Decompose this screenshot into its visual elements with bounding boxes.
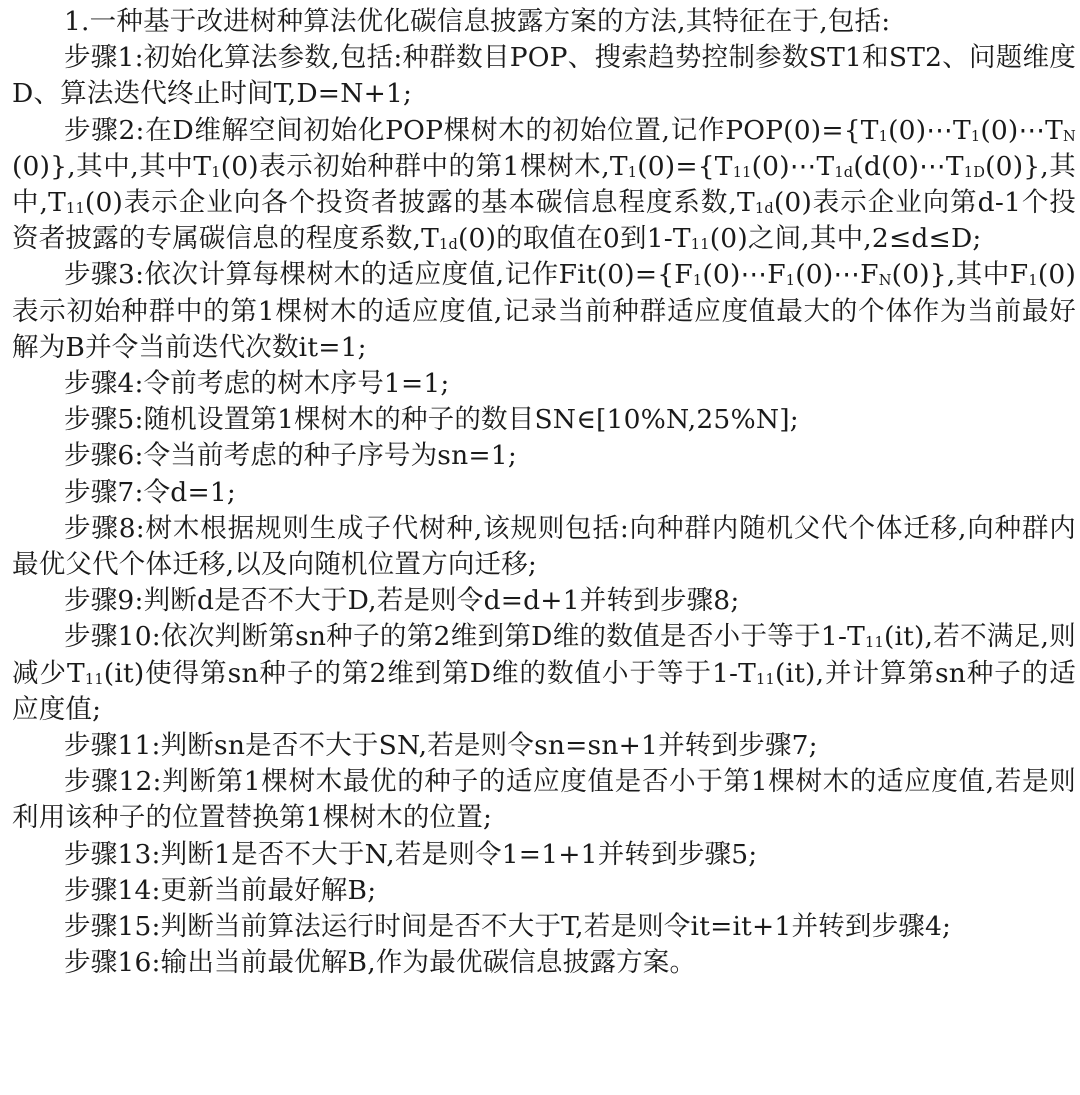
step-6: 步骤6:令当前考虑的种子序号为sn=1; xyxy=(64,440,517,472)
step-14: 步骤14:更新当前最好解B; xyxy=(64,874,377,906)
step-10: 步骤10:依次判断第sn种子的第2维到第D维的数值是否小于等于$1-T_{11}(it)$,若不满足,则减少$T_{11}(it)$使得第sn种子的第2维到第D维的数值小于等于$1-T_{11}(it)$,并计算第sn种子的适应度值; xyxy=(12,621,1076,725)
claim-title: 1.一种基于改进树种算法优化碳信息披露方案的方法,其特征在于,包括: xyxy=(64,6,891,37)
step-9: 步骤9:判断d是否不大于D,若是则令d=d+1并转到步骤8; xyxy=(64,585,740,617)
step-4: 步骤4:令前考虑的树木序号1=1; xyxy=(64,368,450,400)
step-15: 步骤15:判断当前算法运行时间是否不大于T,若是则令it=it+1并转到步骤4; xyxy=(64,911,952,943)
step-2: 步骤2:在D维解空间初始化POP棵树木的初始位置,记作$POP(0)=\{T_1(0)\cdots T_1(0)\cdots T_N(0)\}$,其中,其中$T_1(0)$表示初始种群中的第1棵树木$,T_1(0)=\{T_{11}(0)\cdots T_{1d}(d(0)\cdots T_{1D}(0)\}$,其中$,T_{11}(0)$表示企业向各个投资者披露的基本碳信息程度系数$,T_{1d}(0)$表示企业向第d-1个投资者披露的专属碳信息的程度系数$,T_{1d}(0)$的取值在0到$1-T_{11}(0)$之间,其中,2≤d≤D; xyxy=(12,114,1076,255)
step-11: 步骤11:判断sn是否不大于SN,若是则令sn=sn+1并转到步骤7; xyxy=(64,730,818,762)
step-12: 步骤12:判断第1棵树木最优的种子的适应度值是否小于第1棵树木的适应度值,若是则利用该种子的位置替换第1棵树木的位置; xyxy=(12,766,1076,834)
step-7: 步骤7:令d=1; xyxy=(64,476,237,508)
step-1: 步骤1:初始化算法参数,包括:种群数目POP、搜索趋势控制参数ST1和ST2、问题维度D、算法迭代终止时间T,D=N+1; xyxy=(12,42,1076,110)
step-16: 步骤16:输出当前最优解B,作为最优碳信息披露方案。 xyxy=(64,947,697,979)
step-5: 步骤5:随机设置第1棵树木的种子的数目SN∈[10%N,25%N]; xyxy=(64,404,799,436)
patent-claim-document xyxy=(12,4,1076,981)
step-8: 步骤8:树木根据规则生成子代树种,该规则包括:向种群内随机父代个体迁移,向种群内最优父代个体迁移,以及向随机位置方向迁移; xyxy=(12,512,1076,581)
step-13: 步骤13:判断1是否不大于N,若是则令1=1+1并转到步骤5; xyxy=(64,838,758,870)
step-3: 步骤3:依次计算每棵树木的适应度值,记作$Fit(0)=\{F_1(0)\cdots F_1(0)\cdots F_N(0)\}$,其中$F_1(0)$表示初始种群中的第1棵树木的适应度值,记录当前种群适应度值最大的个体作为当前最好解为B并令当前迭代次数it=1; xyxy=(12,259,1077,363)
